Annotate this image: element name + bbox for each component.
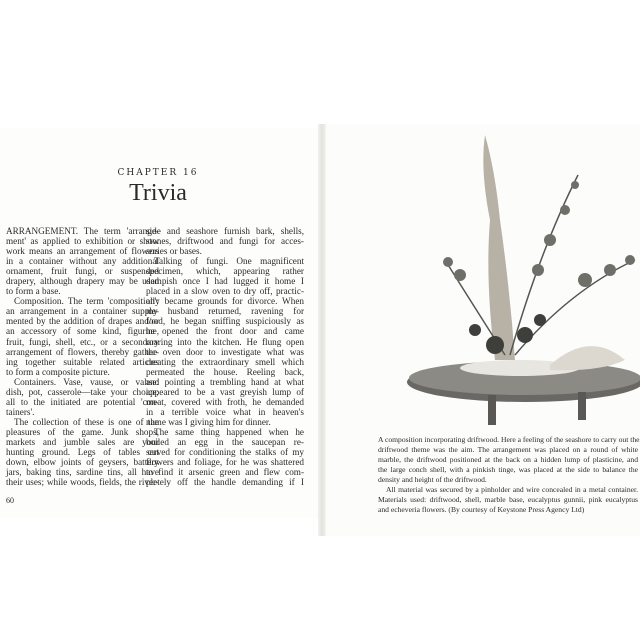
text-line: food, he began sniffing suspiciously as: [146, 316, 304, 327]
text-column-2: [146, 226, 304, 487]
text-line: creating the extraordinary smell which: [146, 356, 304, 367]
text-line: placed in a slow oven to dry off, practic-: [146, 286, 304, 297]
text-line: in a terrible voice what in heaven's: [146, 406, 304, 417]
flower-arrangement-photo: [400, 130, 640, 430]
text-line: boiled an egg in the saucepan re-: [146, 436, 304, 447]
text-line: tainers'.: [6, 406, 35, 417]
text-line: jars, baking tins, sardine tins, all have: [6, 467, 159, 478]
text-line: hunting ground. Legs of tables cut: [6, 447, 159, 458]
text-line: drapery, although drapery may be used: [6, 276, 159, 287]
text-line: served for conditioning the stalks of my: [146, 447, 304, 458]
text-line: fruit, fungi, shell, etc., or a secondary: [6, 336, 159, 347]
text-line: roaring into the kitchen. He flung open: [146, 336, 304, 347]
text-line: Talking of fungi. One magnificent: [154, 256, 304, 267]
text-line: ornament, fruit fungi, or suspended: [6, 266, 159, 277]
chapter-title: Trivia: [129, 180, 187, 206]
text-line: and pointing a trembling hand at what: [146, 376, 304, 387]
text-line: permeated the house. Reeling back,: [146, 366, 304, 377]
text-line: ing together suitable related articles: [6, 356, 159, 367]
text-line: A composition incorporating driftwood. Here a feeling of the seashore to carry out the: [378, 435, 640, 444]
table-leg: [578, 392, 586, 420]
text-line: appeared to be a vast greyish lump of: [146, 386, 304, 397]
text-line: name was I giving him for dinner.: [146, 416, 271, 427]
text-line: mented by the addition of drapes and/or: [6, 316, 159, 327]
text-line: Composition. The term 'composition':: [14, 296, 159, 307]
text-line: ARRANGEMENT. The term 'arrange-: [6, 226, 159, 236]
text-line: marble, the driftwood positioned at the back on a hidden lump of plasticine, and: [378, 455, 638, 464]
text-line: work means an arrangement of flowers: [6, 246, 159, 257]
text-line: Materials used: driftwood, shell, marble base, eucalyptus gunnii, pink eucalyptus: [378, 495, 638, 504]
text-line: Containers. Vase, vause, or vahse:: [14, 376, 159, 387]
text-line: the oven door to investigate what was: [146, 346, 304, 357]
text-line: and echeveria flowers. (By courtesy of Keystone Press Agency Ltd): [378, 505, 585, 514]
conch-shell: [550, 346, 625, 370]
text-line: to find it arsenic green and flew com-: [146, 467, 304, 478]
text-line: stones, driftwood and fungi for acces-: [146, 236, 304, 247]
driftwood: [483, 135, 515, 360]
text-line: arrangement of flowers, thereby gather-: [6, 346, 159, 357]
book-gutter: [318, 124, 326, 536]
page-number: 60: [6, 496, 14, 505]
text-line: to form a base.: [6, 286, 61, 297]
text-line: meat, covered with froth, he demanded: [146, 396, 304, 407]
text-line: density and height of the driftwood.: [378, 475, 487, 484]
text-line: The same thing happened when he: [154, 426, 304, 437]
text-line: in a container without any additional: [6, 256, 159, 267]
text-line: pletely off the handle demanding if I: [146, 477, 304, 488]
text-line: to form a composite picture.: [6, 366, 110, 377]
table-leg: [488, 395, 496, 425]
text-line: he opened the front door and came: [146, 326, 304, 337]
text-line: their uses; while woods, fields, the river-: [6, 477, 159, 488]
text-line: flowers and foliage, for he was shattered: [146, 457, 304, 468]
text-line: markets and jumble sales are your: [6, 436, 159, 447]
text-line: The collection of these is one of the: [14, 416, 159, 427]
text-line: specimen, which, appearing rather: [146, 266, 304, 277]
text-column-1: [6, 226, 159, 487]
photo-caption: [378, 435, 638, 515]
chapter-label: CHAPTER 16: [117, 168, 199, 178]
text-line: dampish once I had lugged it home I: [146, 276, 304, 287]
text-line: down, elbow joints of geysers, battery: [6, 457, 159, 468]
text-line: my husband returned, ravening for: [146, 306, 304, 317]
text-line: ally became grounds for divorce. When: [146, 296, 304, 307]
text-line: all to the initiated are potential 'con-: [6, 396, 159, 407]
text-line: side and seashore furnish bark, shells,: [146, 226, 304, 236]
text-line: driftwood theme was the aim. The arrangement was placed on a round of white: [378, 445, 638, 454]
text-line: the large conch shell, with a pinkish tinge, was placed at the side to balance the: [378, 465, 638, 474]
text-line: All material was secured by a pinholder and wire concealed in a metal container.: [386, 485, 638, 494]
text-line: ment' as applied to exhibition or show: [6, 236, 159, 247]
text-line: pleasures of the game. Junk shops,: [6, 426, 159, 437]
text-line: dish, pot, casserole—take your choice;: [6, 386, 159, 397]
text-line: sories or bases.: [146, 246, 202, 257]
text-line: an arrangement in a container supple-: [6, 306, 159, 317]
text-line: an accessory of some kind, figurine,: [6, 326, 159, 337]
